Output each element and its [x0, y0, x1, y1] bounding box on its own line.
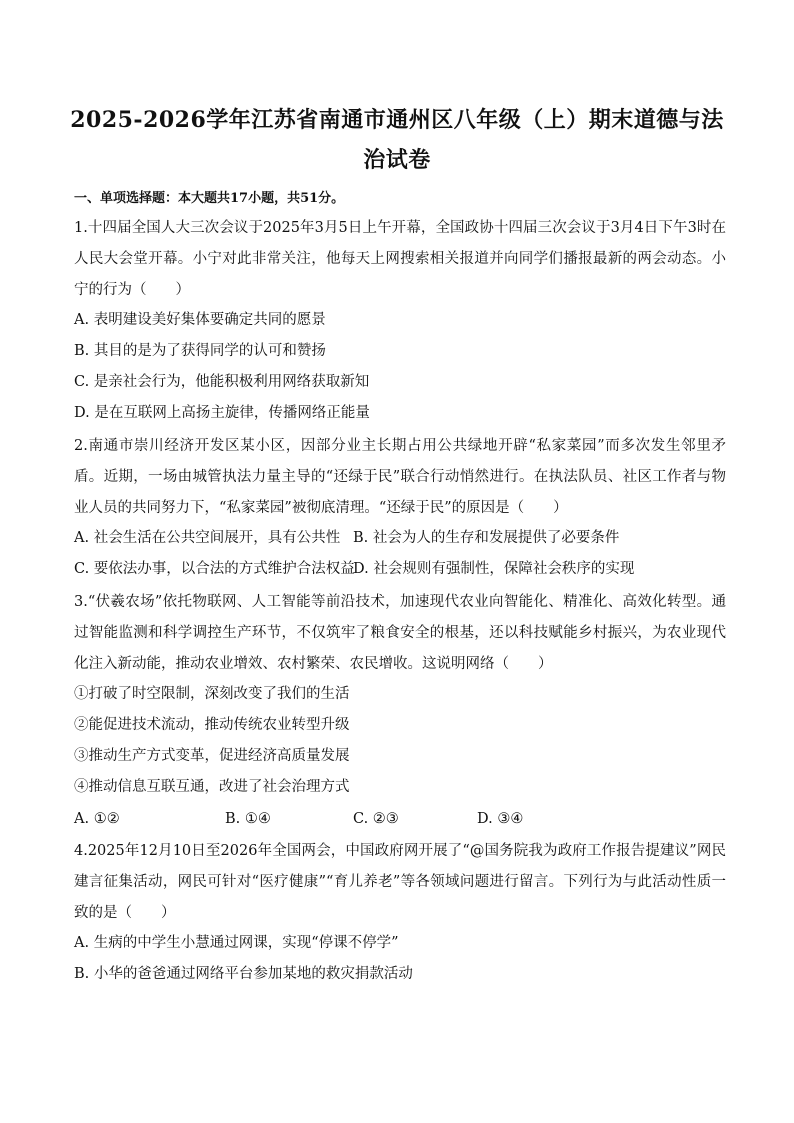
question-2-option-b: B. 社会为人的生存和发展提供了必要条件	[353, 530, 620, 546]
question-2-option-d: D. 社会规则有强制性，保障社会秩序的实现	[353, 561, 635, 577]
question-3-item-1: ①打破了时空限制，深刻改变了我们的生活	[74, 686, 350, 702]
question-4-option-b: B. 小华的爸爸通过网络平台参加某地的救灾捐款活动	[74, 966, 413, 982]
question-2-stem: 2.南通市崇川经济开发区某小区，因部分业主长期占用公共绿地开辟“私家菜园”而多次发生邻里矛盾。近期，一场由城管执法力量主导的“还绿于民”联合行动悄然进行。在执法队员、社区工作者与物业人员的共同努力下，“私家菜园”被彻底清理。“还绿于民”的原因是（ ）	[74, 438, 726, 516]
question-1-stem: 1.十四届全国人大三次会议于2025年3月5日上午开幕，全国政协十四届三次会议于3月4日下午3时在人民大会堂开幕。小宁对此非常关注，他每天上网搜索相关报道并向同学们播报最新的两会动态。小宁的行为（ ）	[74, 220, 726, 298]
question-3-option-b: B. ①④	[225, 811, 271, 827]
question-3-item-2: ②能促进技术流动，推动传统农业转型升级	[74, 717, 350, 733]
question-3-option-c: C. ②③	[353, 811, 399, 827]
question-3-option-d: D. ③④	[477, 811, 524, 827]
question-1-option-c: C. 是亲社会行为，他能积极利用网络获取新知	[74, 374, 370, 390]
question-1-option-d: D. 是在互联网上高扬主旋律，传播网络正能量	[74, 405, 370, 421]
page-title: 2025-2026学年江苏省南通市通州区八年级（上）期末道德与法治试卷	[70, 107, 724, 173]
question-4-option-a: A. 生病的中学生小慧通过网课，实现“停课不停学”	[74, 935, 399, 951]
section-heading: 一、单项选择题：本大题共17小题，共51分。	[74, 191, 345, 206]
question-3-option-a: A. ①②	[74, 811, 120, 827]
question-2-option-c: C. 要依法办事，以合法的方式维护合法权益	[74, 561, 355, 577]
question-4-stem: 4.2025年12月10日至2026年全国两会，中国政府网开展了“@国务院我为政府工作报告提建议”网民建言征集活动，网民可针对“医疗健康”“育儿养老”等各领域问题进行留言。下列行为与此活动性质一致的是（ ）	[74, 843, 726, 921]
question-1-option-b: B. 其目的是为了获得同学的认可和赞扬	[74, 343, 326, 359]
question-1-option-a: A. 表明建设美好集体要确定共同的愿景	[74, 312, 326, 328]
question-3-stem: 3.“伏羲农场”依托物联网、人工智能等前沿技术，加速现代农业向智能化、精准化、高效化转型。通过智能监测和科学调控生产环节，不仅筑牢了粮食安全的根基，还以科技赋能乡村振兴，为农业现代化注入新动能，推动农业增效、农村繁荣、农民增收。这说明网络（ ）	[74, 594, 726, 672]
question-3-item-4: ④推动信息互联互通，改进了社会治理方式	[74, 779, 350, 795]
question-2-option-a: A. 社会生活在公共空间展开，具有公共性	[74, 530, 341, 546]
question-3-item-3: ③推动生产方式变革，促进经济高质量发展	[74, 748, 350, 764]
